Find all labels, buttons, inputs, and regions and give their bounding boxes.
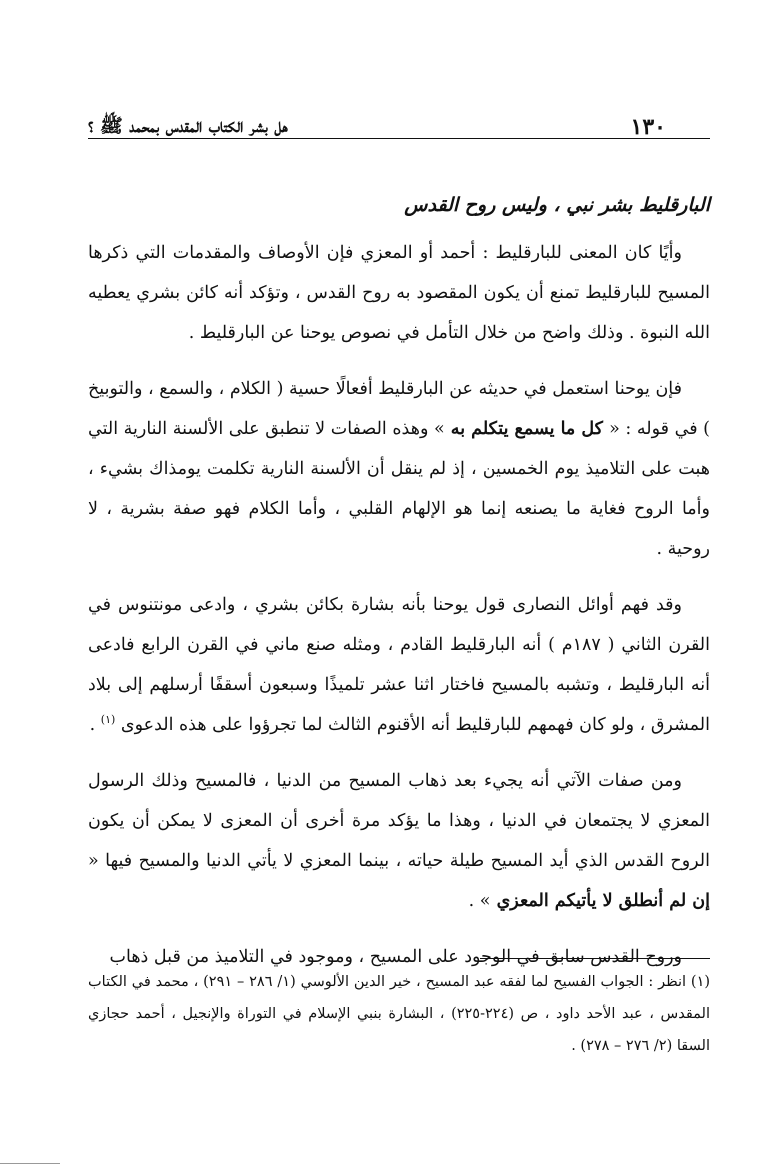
page-number: ١٣٠ bbox=[630, 114, 666, 140]
section-heading: البارقليط بشر نبي ، وليس روح القدس bbox=[404, 194, 710, 216]
paragraph-3-text-b: . bbox=[89, 715, 101, 735]
footnote: (١) انظر : الجواب الفسيح لما لفقه عبد المسيح ، خير الدين الألوسي (١/ ٢٨٦ – ٢٩١) ، محمد في الكتاب المقدس ، عبد الأحد داود ، ص (٢٢٤-٢٢٥) ، البشارة بنبي الإسلام في التوراة والإنجيل ، أحمد حجازي السقا (٢/ ٢٧٦ – ٢٧٨) . bbox=[88, 974, 711, 1054]
quoted-verse: كل ما يسمع يتكلم به bbox=[444, 419, 610, 439]
paragraph-1: وأيًا كان المعنى للبارقليط : أحمد أو المعزي فإن الأوصاف والمقدمات التي ذكرها المسيح للبارقليط تمنع أن يكون المقصود به روح القدس ، وتؤكد أنه كائن بشري يعطيه الله النبوة . وذلك واضح من خلال التأمل في نصوص يوحنا عن البارقليط . bbox=[88, 243, 710, 343]
header-rule bbox=[88, 138, 710, 139]
footnote-separator bbox=[480, 958, 710, 959]
paragraph-3-text-a: وقد فهم أوائل النصارى قول يوحنا بأنه بشارة بكائن بشري ، وادعى مونتنوس في القرن الثاني ( ١٨٧م ) أنه البارقليط القادم ، ومثله صنع ماني في القرن الرابع فادعى أنه البارقليط ، وتشبه بالمسيح فاختار اثنا عشر تلميذًا وسبعون أسقفًا أرسلهم إلى بلاد المشرق ، ولو كان فهمهم للبارقليط أنه الأقنوم الثالث لما تجرؤوا على هذه الدعوى bbox=[88, 595, 710, 735]
page-edge-mark bbox=[0, 1163, 60, 1164]
paragraph-2-text-b: » وهذه الصفات لا تنطبق على الألسنة النارية التي هبت على التلاميذ يوم الخمسين ، إذ لم ينقل أن الألسنة النارية تكلمت يومذاك بشيء ، وأما الروح فغاية ما يصنعه إنما هو الإلهام القلبي ، وأما الكلام فهو صفة بشرية ، لا روحية . bbox=[88, 419, 710, 559]
quoted-verse-2: إن لم أنطلق لا يأتيكم المعزي bbox=[490, 891, 710, 911]
paragraph-2-text-a: فإن يوحنا استعمل في حديثه عن البارقليط أفعالًا حسية ( الكلام ، والسمع ، والتوبيخ ) في قوله : « bbox=[88, 379, 710, 439]
paragraph-4-text-b: » . bbox=[468, 891, 491, 911]
main-text bbox=[88, 185, 710, 993]
paragraph-2 bbox=[88, 369, 710, 569]
running-header bbox=[88, 108, 710, 148]
paragraph-5: وروح القدس سابق في الوجود على المسيح ، وموجود في التلاميذ من قبل ذهاب bbox=[109, 947, 682, 967]
paragraph-3 bbox=[88, 585, 710, 745]
paragraph-4-text-a: ومن صفات الآتي أنه يجيء بعد ذهاب المسيح من الدنيا ، فالمسيح وذلك الرسول المعزي لا يجتمعان في الدنيا ، وهذا ما يؤكد مرة أخرى أن المعزى لا يمكن أن يكون الروح القدس الذي أيد المسيح طيلة حياته ، بينما المعزي لا يأتي الدنيا والمسيح فيها « bbox=[88, 771, 710, 871]
paragraph-4 bbox=[88, 761, 710, 921]
book-title: هل بشر الكتاب المقدس بمحمد ﷺ ؟ bbox=[88, 115, 288, 137]
footnote-reference: (١) bbox=[100, 713, 116, 727]
